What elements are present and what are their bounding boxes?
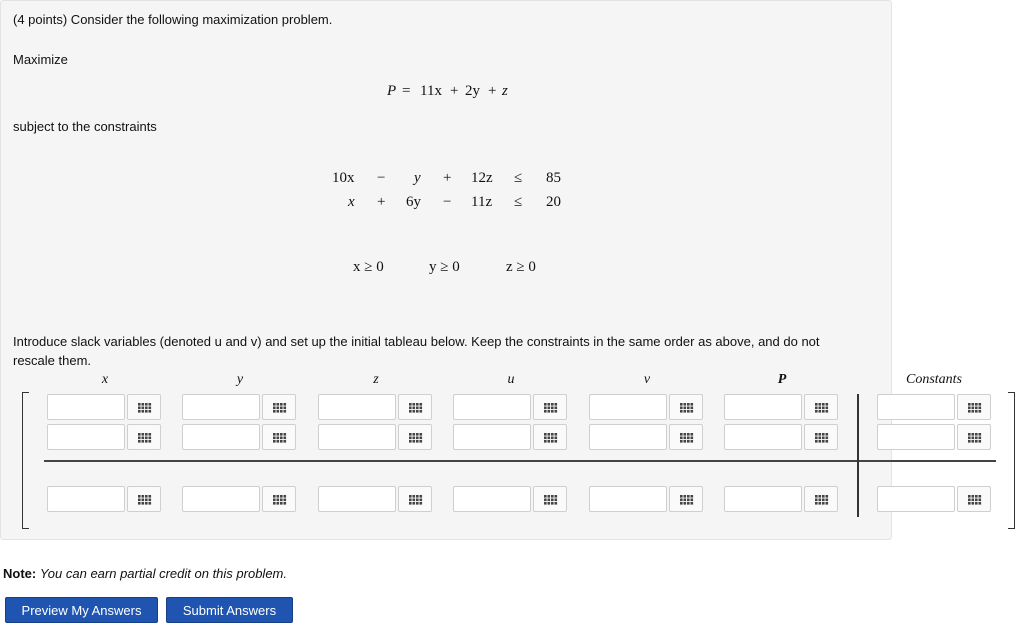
tableau-cell-constraint-1-constants [877,394,993,422]
grid-icon [544,403,558,413]
tableau-input-constraint-1-x[interactable] [47,394,125,420]
grid-icon [273,433,287,443]
col-label-v: v [643,372,651,387]
c2-relation: ≤ [514,194,523,210]
preview-answers-button[interactable]: Preview My Answers [5,597,158,623]
tableau-cell-constraint-2-y [182,424,298,452]
constants-column-divider [857,394,859,517]
matrix-entry-button[interactable] [533,424,567,450]
matrix-entry-button[interactable] [957,394,991,420]
note-label: Note: [3,566,37,581]
col-label-P: P [777,372,787,387]
c2-term-c: 11z [471,194,493,210]
nonneg-z: z ≥ 0 [506,259,536,275]
tableau-cell-objective-z [318,486,434,514]
col-label-constants: Constants [905,372,962,387]
submit-answers-button[interactable]: Submit Answers [166,597,293,623]
matrix-entry-button[interactable] [127,394,161,420]
grid-icon [968,403,982,413]
grid-icon [680,403,694,413]
note-text: You can earn partial credit on this problem. [39,566,287,581]
objective-row-divider [44,460,996,462]
c2-term-b: 6y [406,194,421,210]
c1-op1: − [377,170,386,186]
matrix-entry-button[interactable] [398,394,432,420]
matrix-left-bracket [22,392,29,529]
matrix-entry-button[interactable] [669,394,703,420]
maximize-label: Maximize [13,52,68,67]
col-label-u: u [507,372,515,387]
grid-icon [968,433,982,443]
tableau-cell-objective-u [453,486,569,514]
matrix-entry-button[interactable] [262,394,296,420]
tableau-cell-objective-v [589,486,705,514]
tableau-input-objective-v[interactable] [589,486,667,512]
tableau-input-constraint-2-x[interactable] [47,424,125,450]
objective-plus-1: + [450,83,459,99]
grid-icon [815,495,829,505]
tableau-cell-constraint-1-u [453,394,569,422]
tableau-input-constraint-2-v[interactable] [589,424,667,450]
c1-relation: ≤ [514,170,523,186]
tableau-input-constraint-1-constants[interactable] [877,394,955,420]
slack-instruction-line1: Introduce slack variables (denoted u and v) and set up the initial tableau below. Keep the constraints in the same order as above, and do not [13,334,820,349]
matrix-entry-button[interactable] [669,424,703,450]
grid-icon [815,433,829,443]
tableau-cell-constraint-2-P [724,424,840,452]
objective-P: P [387,83,397,99]
matrix-entry-button[interactable] [957,424,991,450]
c2-term-a: x [348,194,355,210]
objective-term-3: z [502,83,508,99]
grid-icon [409,433,423,443]
tableau-cell-constraint-1-z [318,394,434,422]
tableau-input-objective-constants[interactable] [877,486,955,512]
subject-label: subject to the constraints [13,119,157,134]
tableau-cell-constraint-1-v [589,394,705,422]
tableau-input-constraint-1-y[interactable] [182,394,260,420]
tableau-cell-constraint-2-v [589,424,705,452]
tableau-input-objective-P[interactable] [724,486,802,512]
nonneg-y: y ≥ 0 [429,259,460,275]
tableau-input-constraint-2-y[interactable] [182,424,260,450]
matrix-entry-button[interactable] [262,486,296,512]
grid-icon [138,403,152,413]
tableau-input-constraint-1-v[interactable] [589,394,667,420]
tableau-input-constraint-2-u[interactable] [453,424,531,450]
c1-term-b: y [414,170,421,186]
matrix-entry-button[interactable] [127,486,161,512]
tableau-cell-constraint-2-z [318,424,434,452]
col-label-z: z [373,372,379,387]
matrix-entry-button[interactable] [804,486,838,512]
matrix-entry-button[interactable] [533,486,567,512]
grid-icon [409,403,423,413]
tableau-cell-constraint-2-x [47,424,163,452]
problem-intro: (4 points) Consider the following maximization problem. [13,12,333,27]
tableau-cell-constraint-1-P [724,394,840,422]
c2-op2: − [443,194,452,210]
grid-icon [680,433,694,443]
nonneg-x: x ≥ 0 [353,259,384,275]
grid-icon [273,403,287,413]
matrix-entry-button[interactable] [262,424,296,450]
grid-icon [138,495,152,505]
grid-icon [544,433,558,443]
matrix-entry-button[interactable] [398,486,432,512]
grid-icon [273,495,287,505]
tableau-input-objective-u[interactable] [453,486,531,512]
matrix-entry-button[interactable] [533,394,567,420]
tableau-input-constraint-1-u[interactable] [453,394,531,420]
objective-term-1: 11x [420,83,442,99]
tableau-cell-objective-P [724,486,840,514]
matrix-entry-button[interactable] [127,424,161,450]
c1-rhs: 85 [546,170,561,186]
tableau-cell-objective-x [47,486,163,514]
matrix-entry-button[interactable] [398,424,432,450]
tableau-input-objective-y[interactable] [182,486,260,512]
c1-term-c: 12z [471,170,493,186]
col-label-y: y [236,372,244,387]
grid-icon [968,495,982,505]
objective-eq: = [402,83,411,99]
c1-term-a: 10x [332,170,355,186]
matrix-entry-button[interactable] [957,486,991,512]
tableau-input-objective-z[interactable] [318,486,396,512]
grid-icon [138,433,152,443]
matrix-right-bracket [1008,392,1015,529]
matrix-entry-button[interactable] [669,486,703,512]
tableau-cell-constraint-2-constants [877,424,993,452]
matrix-entry-button[interactable] [804,424,838,450]
c2-op1: + [377,194,386,210]
tableau-cell-constraint-1-y [182,394,298,422]
grid-icon [815,403,829,413]
tableau-input-constraint-2-z[interactable] [318,424,396,450]
col-label-x: x [101,372,109,387]
c2-rhs: 20 [546,194,561,210]
tableau-cell-constraint-2-u [453,424,569,452]
grid-icon [409,495,423,505]
tableau-input-constraint-1-P[interactable] [724,394,802,420]
matrix-entry-button[interactable] [804,394,838,420]
objective-term-2: 2y [465,83,480,99]
tableau-cell-objective-y [182,486,298,514]
tableau-cell-constraint-1-x [47,394,163,422]
tableau-input-constraint-2-constants[interactable] [877,424,955,450]
partial-credit-note [3,566,287,581]
tableau-cell-objective-constants [877,486,993,514]
tableau-input-constraint-2-P[interactable] [724,424,802,450]
tableau-input-objective-x[interactable] [47,486,125,512]
grid-icon [544,495,558,505]
slack-instruction-line2: rescale them. [13,353,92,368]
grid-icon [680,495,694,505]
c1-op2: + [443,170,452,186]
objective-plus-2: + [488,83,497,99]
tableau-input-constraint-1-z[interactable] [318,394,396,420]
